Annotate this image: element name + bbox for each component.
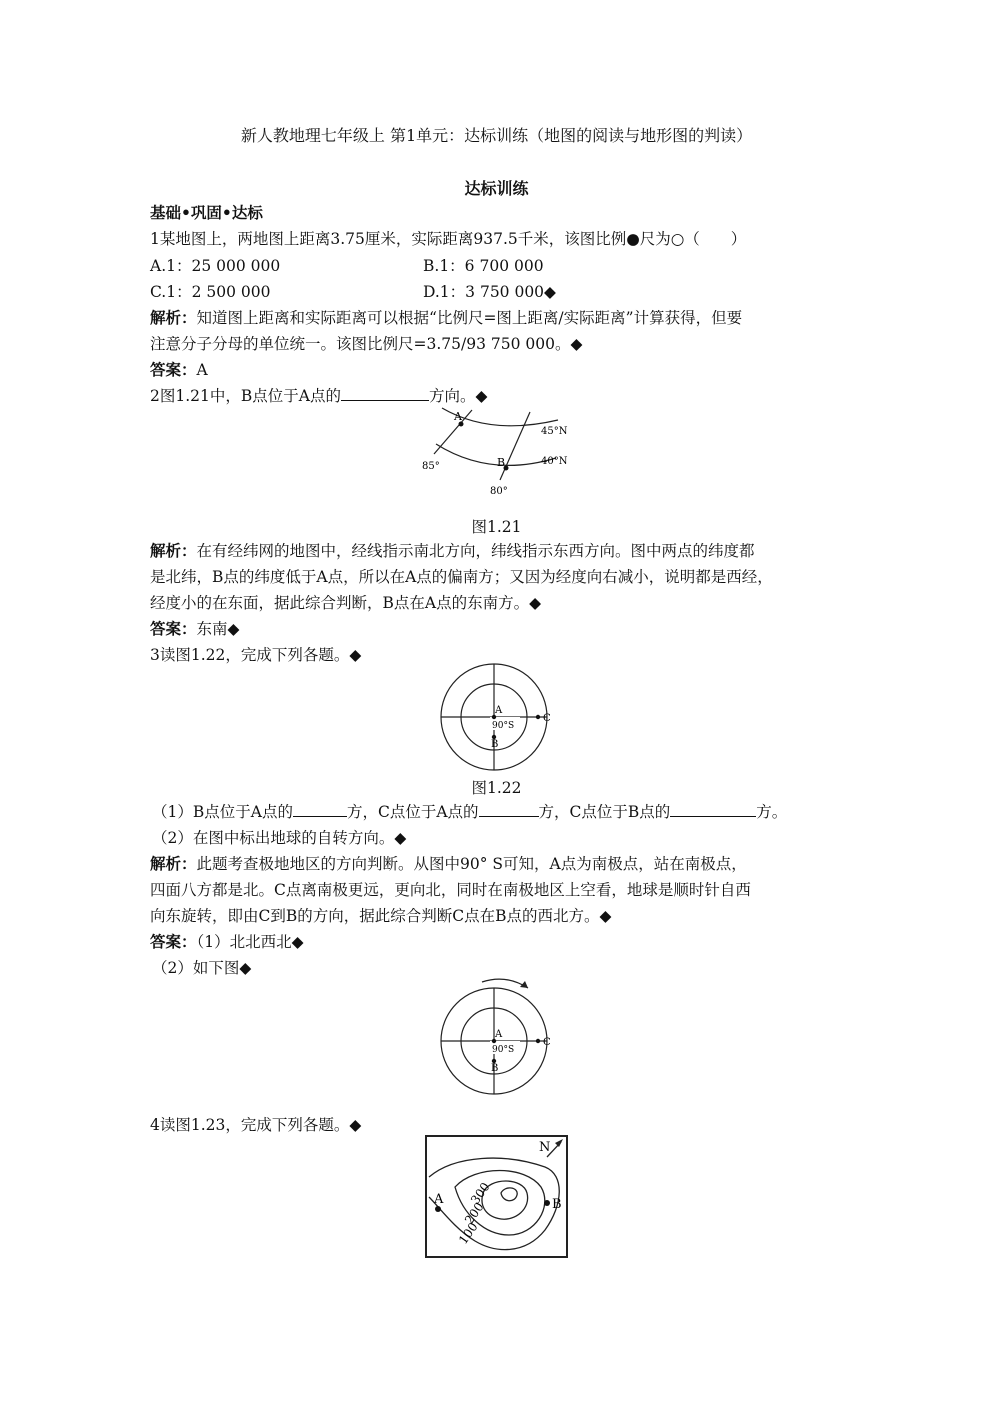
point-b-label: B [491,739,499,750]
point-a-label: A [495,1029,503,1040]
north-arrow-icon [555,1139,563,1147]
point-b-dot [544,1200,550,1206]
latitude-line-40n [436,444,556,465]
q1-answer: 答案：A [150,360,208,379]
point-c-label: C [543,713,551,724]
analysis-label: 解析： [150,308,197,327]
figure-1-23-contour-map [425,1135,570,1260]
analysis-label: 解析： [150,854,197,873]
q1-option-b: B.1：6 700 000 [423,257,544,275]
figure-1-22-polar-view [440,667,560,777]
point-c-dot [536,1039,540,1043]
lon-85-label: 85° [422,461,440,472]
lat-45n-label: 45°N [541,426,568,437]
figure-1-21-lat-long-grid [420,408,580,500]
analysis-label: 解析： [150,541,197,560]
point-b-label: B [552,1197,562,1212]
q1-option-d: D.1：3 750 000◆ [423,283,556,301]
q3-answer-2: （2）如下图◆ [152,959,252,977]
q3-analysis-line-1: 解析：此题考查极地地区的方向判断。从图中90° S可知，A点为南极点，站在南极点， [150,854,747,873]
contour-300-label: 300 [467,1179,493,1207]
point-a-label: A [454,410,462,423]
q2-answer: 答案：东南◆ [150,619,240,638]
q2-analysis-line-1: 解析：在有经纬网的地图中，经线指示南北方向，纬线指示东西方向。图中两点的纬度都 [150,541,755,560]
q2-stem: 2图1.21中，B点位于A点的 方向。◆ [150,387,488,405]
center-90s-label: 90°S [492,721,515,731]
q3-answer-1: 答案：（1）北北西北◆ [150,932,304,951]
q1-option-c: C.1：2 500 000 [150,283,271,301]
figure-answer-rotation [440,976,570,1096]
q1-stem: 1某地图上，两地图上距离3.75厘米，实际距离937.5千米，该图比例●尺为○（ ） [150,230,747,248]
answer-blank [670,802,756,817]
q3-sub-question-2: （2）在图中标出地球的自转方向。◆ [152,829,407,847]
q3-sub-question-1: （1）B点位于A点的 方，C点位于A点的 方，C点位于B点的 方。 [152,803,788,821]
point-b-label: B [491,1063,499,1074]
q2-analysis-line-3: 经度小的在东面，据此综合判断，B点在A点的东南方。◆ [150,594,542,612]
answer-blank [479,802,539,817]
contour-100 [429,1158,559,1249]
q3-analysis-line-3: 向东旋转，即由C到B的方向，据此综合判断C点在B点的西北方。◆ [150,907,612,925]
contour-100-label: 100 [455,1219,481,1247]
contour-200-label: 200 [461,1199,487,1227]
q3-stem: 3读图1.22，完成下列各题。◆ [150,646,362,664]
north-label: N [539,1140,551,1155]
point-a-label: A [434,1192,444,1207]
answer-label: 答案： [150,932,197,951]
answer-blank [341,386,429,401]
answer-blank [293,802,347,817]
figure-1-22-caption: 图1.22 [471,779,522,797]
figure-1-21-caption: 图1.21 [471,518,522,536]
q3-analysis-line-2: 四面八方都是北。C点离南极更远，更向北，同时在南极地区上空看，地球是顺时针自西 [150,881,751,899]
section-heading: 基础•巩固•达标 [150,203,263,222]
section-title: 达标训练 [464,179,529,198]
q2-analysis-line-2: 是北纬，B点的纬度低于A点，所以在A点的偏南方；又因为经度向右减小，说明都是西经， [150,568,773,586]
q4-stem: 4读图1.23，完成下列各题。◆ [150,1116,362,1134]
contour-summit [501,1188,517,1201]
q1-analysis-line-1: 解析：知道图上距离和实际距离可以根据“比例尺=图上距离/实际距离”计算获得，但要 [150,308,743,327]
answer-label: 答案： [150,360,197,379]
point-c-dot [536,715,540,719]
lat-40n-label: 40°N [541,456,568,467]
answer-label: 答案： [150,619,197,638]
longitude-line-85 [434,410,472,454]
lon-80-label: 80° [490,486,508,497]
center-90s-label: 90°S [492,1045,515,1055]
doc-title: 新人教地理七年级上 第1单元：达标训练（地图的阅读与地形图的判读） [240,126,753,145]
q1-option-a: A.1：25 000 000 [150,257,281,275]
q1-analysis-line-2: 注意分子分母的单位统一。该图比例尺=3.75/93 750 000。◆ [150,335,583,353]
point-c-label: C [543,1037,551,1048]
point-b-label: B [497,456,506,469]
point-a-label: A [495,705,503,716]
